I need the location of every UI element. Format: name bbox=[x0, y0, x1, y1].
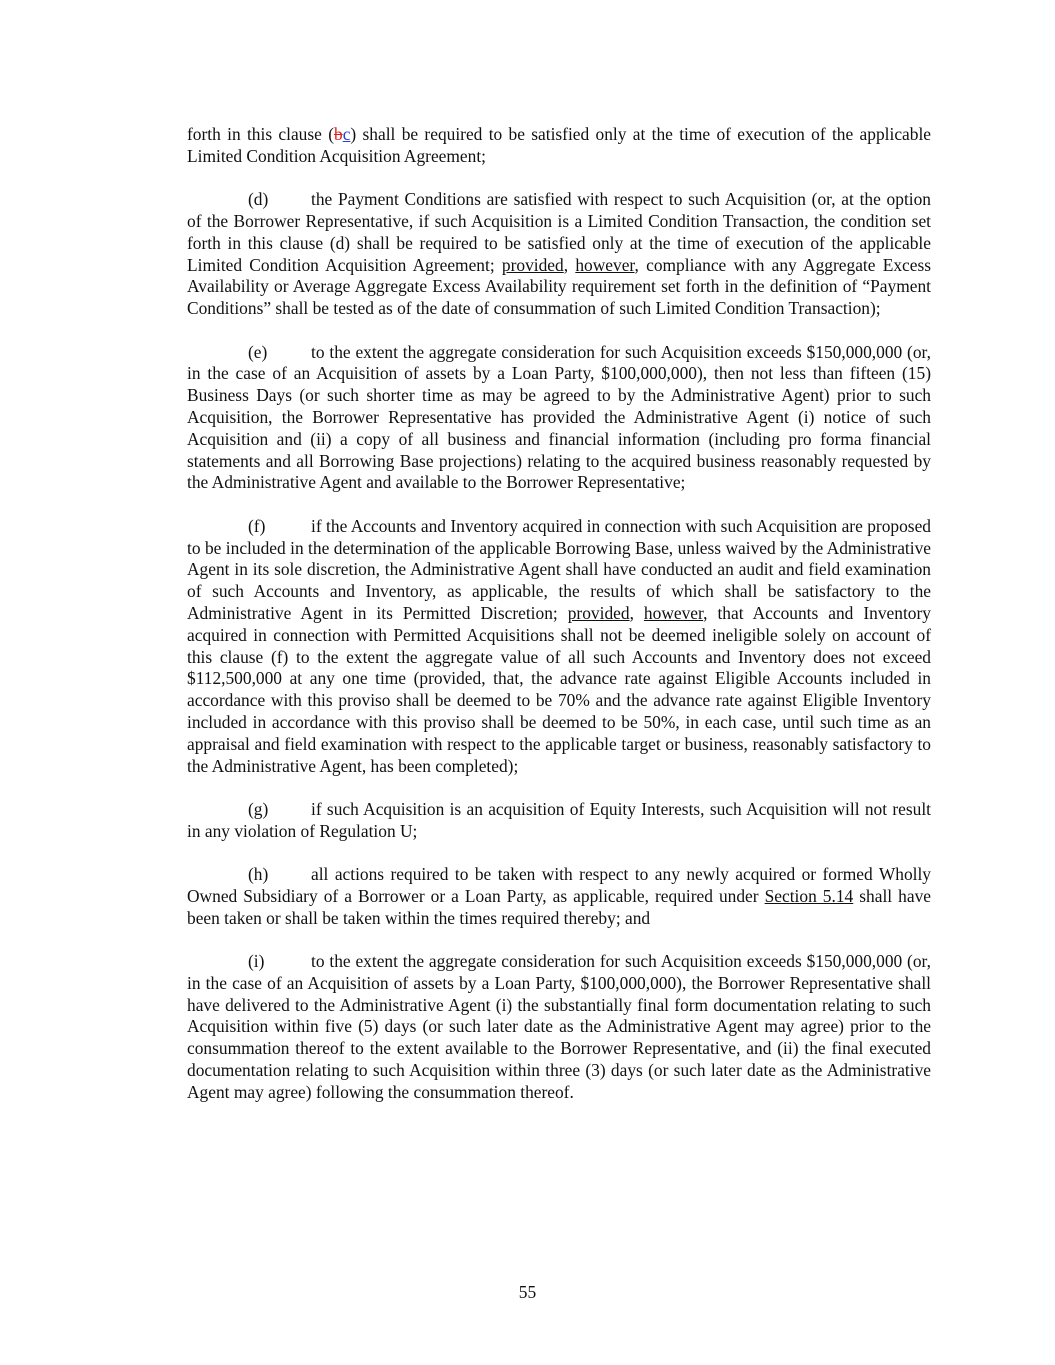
paragraph-d bbox=[187, 189, 931, 320]
clause-label: (g) bbox=[248, 798, 269, 819]
section-reference: Section 5.14 bbox=[764, 885, 854, 906]
text: forth in this clause ( bbox=[187, 124, 334, 144]
deleted-text: b bbox=[333, 124, 343, 144]
paragraph-h bbox=[187, 864, 931, 929]
text: the Payment Conditions are satisfied with respect to such Acquisition (or, at the option of the Borrower Representative, if such Acquisition is a Limited Condition Transaction, the condition set forth in this clause (d) shall be required to be satisfied only at the time of execution of the applicable Limited Condition Acquisition Agreement; bbox=[187, 189, 931, 275]
page-number: 55 bbox=[518, 1282, 537, 1302]
underlined-term: provided bbox=[567, 602, 630, 623]
underlined-term: however bbox=[575, 254, 635, 275]
clause-label: (i) bbox=[248, 951, 265, 972]
text: if such Acquisition is an acquisition of Equity Interests, such Acquisition will not result in any violation of Regulation U; bbox=[187, 798, 931, 841]
text: , bbox=[629, 602, 644, 623]
paragraph-g bbox=[187, 799, 931, 843]
clause-label: (f) bbox=[248, 515, 266, 536]
text: ) shall be required to be satisfied only at the time of execution of the applicable Limited Condition Acquisition Agreement; bbox=[187, 124, 932, 166]
text: all actions required to be taken with respect to any newly acquired or formed Wholly Owned Subsidiary of a Borrower or a Loan Party, as applicable, required under bbox=[187, 864, 931, 906]
clause-label: (e) bbox=[248, 341, 268, 362]
text: , compliance with any Aggregate Excess Availability or Average Aggregate Excess Availability requirement set forth in the definition of “Payment Conditions” shall be tested as of the date of consummation of such Limited Condition Transaction); bbox=[187, 254, 931, 319]
text: to the extent the aggregate consideration for such Acquisition exceeds $150,000,000 (or, in the case of an Acquisition of assets by a Loan Party, $100,000,000), the Borrower Representative shall have delivered to the Administrative Agent (i) the substantially final form documentation relating to such Acquisition within five (5) days (or such later date as the Administrative Agent may agree) prior to the consummation thereof to the extent available to the Borrower Representative, and (ii) the final executed documentation relating to such Acquisition within three (3) days (or such later date as the Administrative Agent may agree) following the consummation thereof. bbox=[187, 951, 931, 1102]
paragraph-e bbox=[187, 342, 931, 495]
clause-label: (h) bbox=[248, 864, 269, 885]
underlined-term: provided bbox=[501, 254, 564, 275]
text: to the extent the aggregate consideration for such Acquisition exceeds $150,000,000 (or, in the case of an Acquisition of assets by a Loan Party, $100,000,000), then not less than fifteen (15) Business Days (or such shorter time as may be agreed to by the Administrative Agent) prior to such Acquisition, the Borrower Representative has provided the Administrative Agent (i) notice of such Acquisition and (ii) a copy of all business and financial information (including pro forma financial statements and all Borrowing Base projections) relating to the acquired business reasonably requested by the Administrative Agent and available to the Borrower Representative; bbox=[187, 341, 931, 493]
text: if the Accounts and Inventory acquired in connection with such Acquisition are proposed to be included in the determination of the applicable Borrowing Base, unless waived by the Administrative Agent in its sole discretion, the Administrative Agent shall have conducted an audit and field examination of such Accounts and Inventory, as applicable, the results of which shall be satisfactory to the Administrative Agent in its Permitted Discretion; bbox=[187, 515, 931, 623]
document-body bbox=[187, 124, 931, 1125]
text: , bbox=[563, 254, 576, 275]
underlined-term: however bbox=[643, 602, 704, 623]
text: , that Accounts and Inventory acquired in connection with Permitted Acquisitions shall not be deemed ineligible solely on account of this clause (f) to the extent the aggregate value of all such Accounts and Inventory does not exceed $112,500,000 at any one time (provided, that, the advance rate against Eligible Accounts included in accordance with this proviso shall be deemed to be 70% and the advance rate against Eligible Inventory included in accordance with this proviso shall be deemed to be 50%, in each case, until such time as an appraisal and field examination with respect to the applicable target or business, reasonably satisfactory to the Administrative Agent, has been completed); bbox=[187, 602, 931, 776]
paragraph-c-continuation bbox=[187, 124, 931, 168]
text: shall have been taken or shall be taken within the times required thereby; and bbox=[187, 885, 931, 928]
inserted-text: c bbox=[342, 124, 351, 144]
paragraph-f bbox=[187, 516, 931, 778]
paragraph-i bbox=[187, 951, 931, 1104]
clause-label: (d) bbox=[248, 189, 269, 210]
